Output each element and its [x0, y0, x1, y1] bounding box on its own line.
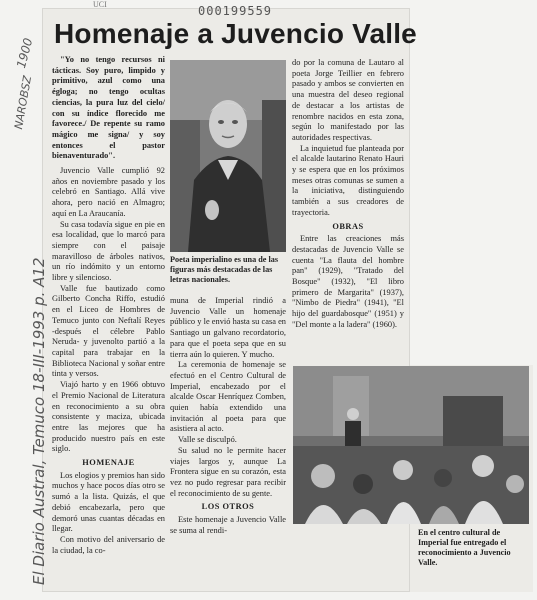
paragraph: muna de Imperial rindió a Juvencio Valle un homenaje público y le envió hasta su casa en Santiago un galvano recordatorio, para que el poeta sepa que en su tierra aún lo quieren. Y mucho.	[170, 296, 286, 359]
handwritten-code: NAROBSZ	[12, 74, 35, 131]
paragraph: do por la comuna de Lautaro al poeta Jorge Teillier en febrero pasado y ambos se convierten en una muestra del deseo regional de destacar a los artistas de renombre nacidos en esta zona, según lo manifestado por las autoridades respectivas.	[292, 58, 404, 142]
paragraph: Valle se disculpó.	[178, 435, 237, 445]
handwritten-year: 1900	[14, 36, 36, 70]
section-heading: HOMENAJE	[82, 458, 135, 468]
paragraph: Valle fue bautizado como Gilberto Concha Riffo, estudió en el Liceo de Hombres de Temuco junto con Neftalí Reyes -después el célebre Pablo Neruda- y juvenolto partió a la capital para trabajar en la Biblioteca Nacional y soñar entre tinta y versos.	[52, 283, 165, 379]
article-column-2	[170, 296, 286, 536]
poet-portrait-photo	[170, 60, 286, 252]
paragraph: Entre las creaciones más destacadas de Juvencio Valle se cuenta "La flauta del hombre pan" (1929), "Tratado del Bosque" (1932), "El libro primero de Margarita" (1937), "Nimbo de Piedra" (1941), "El hijo del guardabosque" (1951) y "Del monte a la ladera" (1960).	[292, 234, 404, 329]
paragraph: Su salud no le permite hacer viajes largos y, aunque La Frontera sigue en su corazón, esta vez no pudo regresar para recibir el reconocimiento de su gente.	[170, 445, 286, 498]
paragraph: La ceremonia de homenaje se efectuó en el Centro Cultural de Imperial, encabezado por el alcalde Oscar Henríquez Comben, quien había extendido una invitación al poeta para que asistiera al acto.	[170, 360, 286, 434]
portrait-caption: Poeta imperialino es una de las figuras más destacadas de las letras nacionales.	[170, 255, 279, 284]
ceremony-photo	[293, 366, 529, 524]
paragraph: Con motivo del aniversario de la ciudad, la co-	[52, 534, 165, 555]
handwritten-source-note: El Diario Austral, Temuco 18-III-1993 p. A12	[30, 257, 48, 585]
section-heading: LOS OTROS	[201, 502, 255, 512]
paragraph: Juvencio Valle cumplió 92 años en noviembre pasado y los celebró en Santiago. Allá vive ahora, pero nació en Almagro; aquí en La Araucanía.	[52, 166, 165, 218]
section-heading: OBRAS	[332, 221, 364, 231]
paragraph: La inquietud fue planteada por el alcalde lautarino Renato Hauri y se espera que en los próximos meses otras comunas se sumen a la iniciativa, distinguiendo también a sus creadores de trayectoria.	[292, 143, 404, 217]
paragraph: Los elogios y premios han sido muchos y hace pocos días otro se sumó a la lista. Quizás, el que debió encabezarla, pero que demoró unas cuantas décadas en llegar.	[52, 470, 165, 534]
header-mark: UCI	[93, 0, 107, 9]
poem-quote: "Yo no tengo recursos ni tácticas. Soy puro, limpido y primitivo, azul como una égloga; no tengo ocultas ciencias, la pura luz del cielo/ con su índice florecido me favorece./ De repente su ramo mágico me signa/ y soy entonces el pastor bienaventurado".	[52, 55, 165, 161]
paragraph: Su casa todavía sigue en pie en esa localidad, que lo marcó para siempre con el paisaje maravilloso de árboles nativos, un río indómito y un entorno libre y silencioso.	[52, 219, 165, 283]
paragraph: Este homenaje a Juvencio Valle se suma al rendi-	[170, 515, 286, 535]
paragraph: Viajó harto y en 1966 obtuvo el Premio Nacional de Literatura en reconocimiento a su obra consistente y maciza, ubicada entre las mejores que ha producido nuestro país en este siglo.	[52, 380, 165, 454]
article-column-3	[292, 58, 404, 331]
article-column-1	[52, 55, 165, 556]
article-title: Homenaje a Juvencio Valle	[54, 18, 417, 49]
ceremony-illustration	[293, 366, 529, 524]
ceremony-caption: En el centro cultural de Imperial fue entregado el reconocimiento a Juvencio Valle.	[418, 528, 511, 567]
archive-stamp-number: 000199559	[198, 4, 273, 18]
portrait-illustration	[170, 60, 286, 252]
